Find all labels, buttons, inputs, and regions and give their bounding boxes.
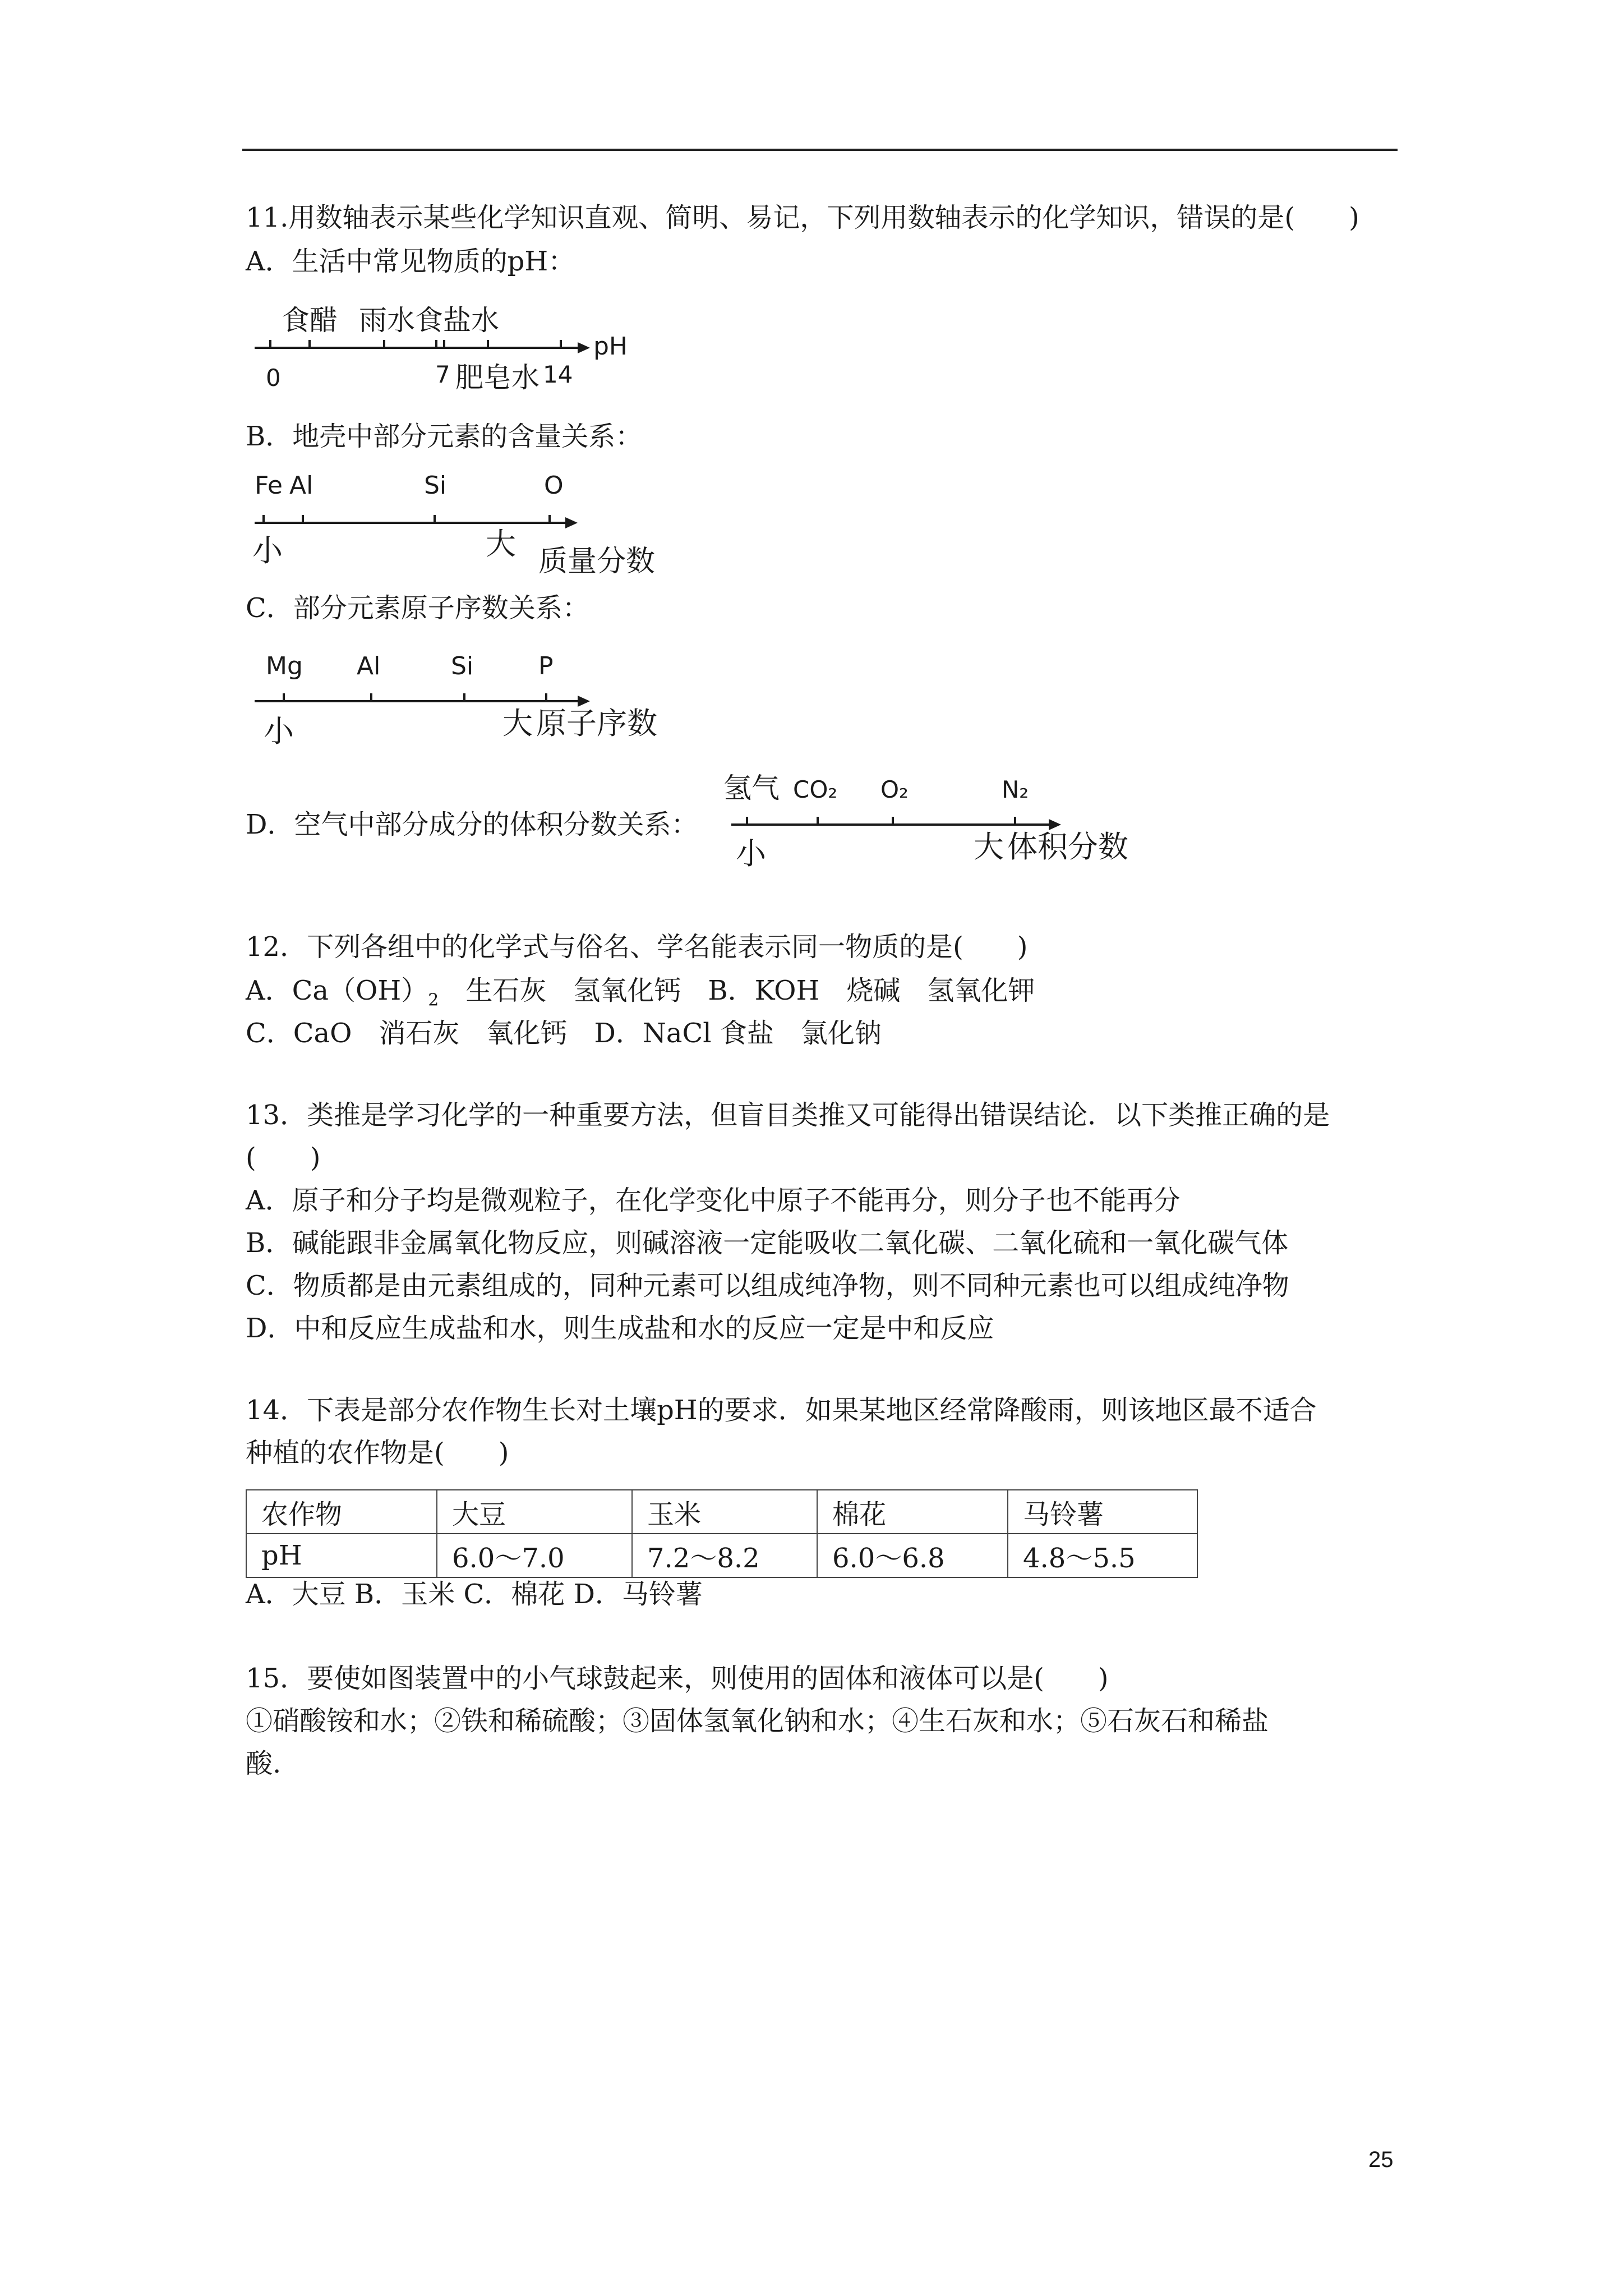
table-cell: 6.0～7.0 bbox=[437, 1534, 632, 1577]
q11-option-c-label: C．部分元素原子序数关系： bbox=[246, 592, 589, 624]
axis-b-label-al: Al bbox=[289, 471, 313, 500]
q14-stem-line2: 种植的农作物是( ) bbox=[246, 1437, 509, 1469]
table-cell: 6.0～6.8 bbox=[817, 1534, 1008, 1577]
axis-d-label-small: 小 bbox=[736, 836, 766, 871]
axis-a-label-soap: 肥皂水 bbox=[455, 361, 540, 394]
crop-ph-table bbox=[246, 1489, 1198, 1578]
axis-d-label-large: 大 bbox=[974, 829, 1004, 864]
q12-options-line1 bbox=[246, 974, 1035, 1018]
q11-stem: 11.用数轴表示某些化学知识直观、简明、易记，下列用数轴表示的化学知识，错误的是( ) bbox=[246, 202, 1359, 233]
axis-d-axis-title: 体积分数 bbox=[1007, 829, 1128, 864]
table-cell: 4.8～5.5 bbox=[1008, 1534, 1197, 1577]
axis-c-label-large: 大 bbox=[502, 706, 533, 741]
axis-c-label-si: Si bbox=[451, 652, 474, 680]
axis-c-label-mg: Mg bbox=[266, 652, 303, 680]
axis-c-label-p: P bbox=[538, 652, 554, 680]
axis-a-label-vinegar: 食醋 bbox=[282, 304, 338, 337]
axis-d-label-o2: O₂ bbox=[880, 776, 909, 803]
axis-c-label-small: 小 bbox=[264, 714, 294, 749]
axis-a-label-rain-salt: 雨水食盐水 bbox=[359, 304, 499, 337]
q11-axis-d bbox=[723, 769, 1150, 881]
q13-option-c: C．物质都是由元素组成的，同种元素可以组成纯净物，则不同种元素也可以组成纯净物 bbox=[246, 1270, 1289, 1301]
table-cell: 农作物 bbox=[246, 1490, 437, 1534]
q11-axis-b bbox=[247, 466, 673, 583]
axis-a-arrow-label: pH bbox=[593, 332, 628, 361]
q15-line2: 酸. bbox=[246, 1748, 282, 1779]
table-cell: 玉米 bbox=[632, 1490, 817, 1534]
axis-b-label-si: Si bbox=[424, 471, 447, 500]
page-number: 25 bbox=[1368, 2147, 1394, 2172]
axis-a-tick-7: 7 bbox=[435, 361, 450, 388]
q13-option-a: A．原子和分子均是微观粒子，在化学变化中原子不能再分，则分子也不能再分 bbox=[246, 1185, 1181, 1216]
axis-c-label-al: Al bbox=[357, 652, 381, 680]
table-cell: 7.2～8.2 bbox=[632, 1534, 817, 1577]
q11-axis-c bbox=[247, 645, 673, 757]
q13-stem-line1: 13．类推是学习化学的一种重要方法，但盲目类推又可能得出错误结论．以下类推正确的是 bbox=[246, 1099, 1330, 1131]
q13-stem-line2: ( ) bbox=[246, 1142, 321, 1174]
q12-option-a-subscript: 2 bbox=[428, 990, 439, 1010]
header-rule bbox=[242, 149, 1398, 151]
q13-option-b: B．碱能跟非金属氧化物反应，则碱溶液一定能吸收二氧化碳、二氧化硫和一氧化碳气体 bbox=[246, 1227, 1289, 1259]
q12-option-a-formula: A．Ca（OH） bbox=[246, 975, 428, 1006]
table-cell: 马铃薯 bbox=[1008, 1490, 1197, 1534]
axis-b-label-large: 大 bbox=[486, 526, 516, 562]
axis-d-label-hydrogen: 氢气 bbox=[723, 772, 780, 804]
q14-options: A．大豆 B．玉米 C．棉花 D．马铃薯 bbox=[246, 1579, 703, 1610]
axis-b-axis-title: 质量分数 bbox=[538, 545, 656, 578]
q14-stem-line1: 14．下表是部分农作物生长对土壤pH的要求．如果某地区经常降酸雨，则该地区最不适合 bbox=[246, 1395, 1317, 1426]
q11-axis-a bbox=[247, 292, 651, 404]
q12-options-line2: C．CaO 消石灰 氧化钙 D．NaCl 食盐 氯化钠 bbox=[246, 1018, 882, 1049]
axis-b-label-fe: Fe bbox=[255, 471, 283, 500]
axis-d-label-n2: N₂ bbox=[1002, 776, 1029, 803]
q13-option-d: D．中和反应生成盐和水，则生成盐和水的反应一定是中和反应 bbox=[246, 1313, 994, 1344]
axis-b-label-small: 小 bbox=[252, 533, 283, 568]
axis-d-label-co2: CO₂ bbox=[793, 776, 838, 803]
q12-stem: 12．下列各组中的化学式与俗名、学名能表示同一物质的是( ) bbox=[246, 931, 1028, 963]
table-cell: 大豆 bbox=[437, 1490, 632, 1534]
table-cell: 棉花 bbox=[817, 1490, 1008, 1534]
q11-option-a-label: A．生活中常见物质的pH： bbox=[246, 246, 575, 277]
q15-stem: 15．要使如图装置中的小气球鼓起来，则使用的固体和液体可以是( ) bbox=[246, 1663, 1109, 1694]
q11-option-b-label: B．地壳中部分元素的含量关系： bbox=[246, 421, 643, 452]
q12-options-line1-rest: 生石灰 氢氧化钙 B．KOH 烧碱 氢氧化钾 bbox=[439, 975, 1035, 1006]
q15-line1: ①硝酸铵和水；②铁和稀硫酸；③固体氢氧化钠和水；④生石灰和水；⑤石灰石和稀盐 bbox=[246, 1705, 1269, 1737]
axis-a-tick-14: 14 bbox=[543, 361, 573, 388]
table-row bbox=[246, 1534, 1197, 1577]
q11-option-d-label: D．空气中部分成分的体积分数关系： bbox=[246, 809, 698, 840]
axis-a-tick-0: 0 bbox=[266, 364, 281, 392]
table-row bbox=[246, 1490, 1197, 1534]
axis-c-axis-title: 原子序数 bbox=[536, 706, 657, 741]
table-cell: pH bbox=[246, 1534, 437, 1577]
axis-b-label-o: O bbox=[544, 471, 564, 500]
